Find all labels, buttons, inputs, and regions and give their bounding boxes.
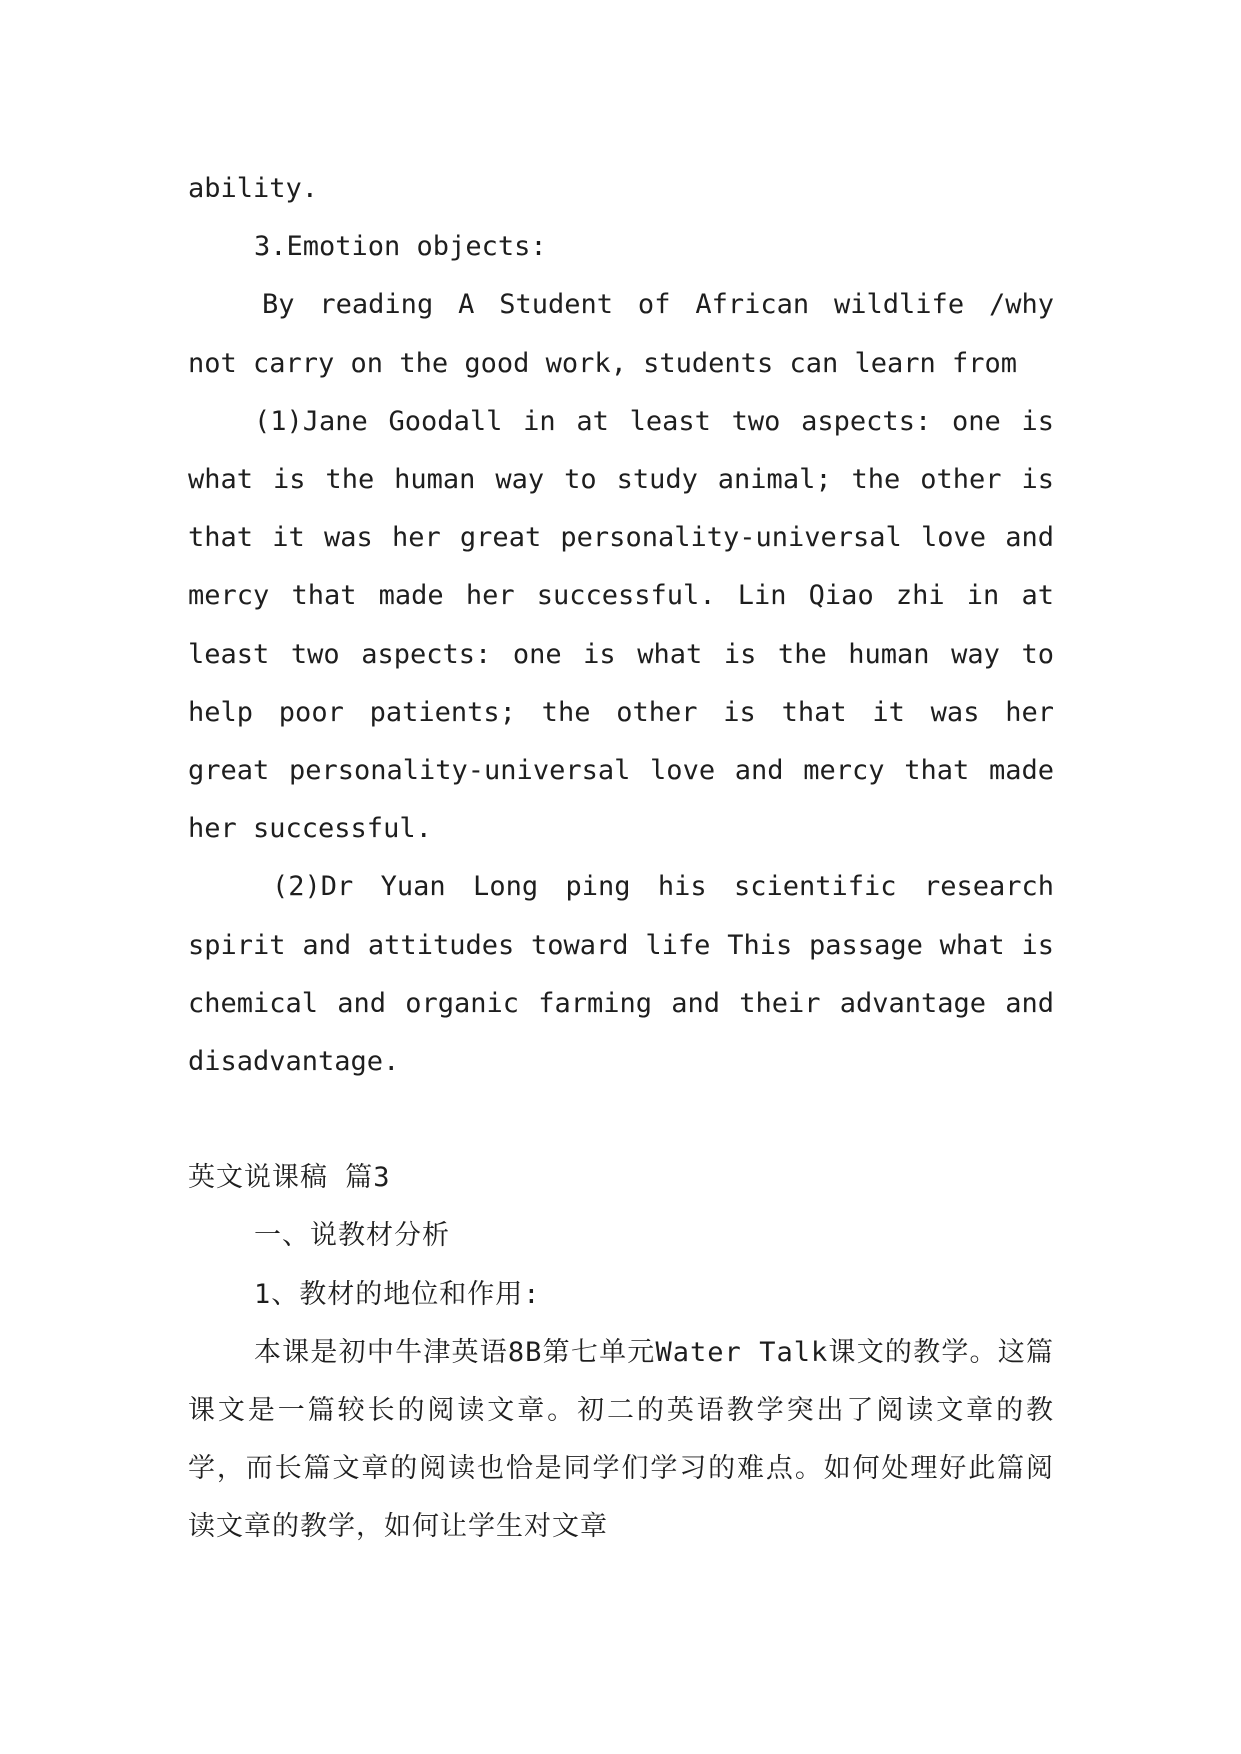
- paragraph-ability: ability.: [188, 173, 319, 204]
- section-heading: 英文说课稿 篇3: [188, 1162, 391, 1194]
- paragraph-lesson-description: 本课是初中牛津英语8B第七单元Water Talk课文的教学。这篇课文是一篇较长的阅读文章。初二的英语教学突出了阅读文章的教学，而长篇文章的阅读也恰是同学们学习的难点。如何处理好此篇阅读文章的教学，如何让学生对文章: [188, 1336, 1054, 1543]
- paragraph-by-reading: By reading A Student of African wildlife /why not carry on the good work, students can learn from: [188, 289, 1054, 379]
- document-page: [188, 160, 1054, 1557]
- subheading-status-role: 1、教材的地位和作用:: [254, 1278, 541, 1310]
- paragraph-jane-goodall: (1)Jane Goodall in at least two aspects: one is what is the human way to study animal; the other is that it was her great personality-universal love and mercy that made her successful. Lin Qiao zhi in at least two aspects: one is what is the human way to help poor patients; the other is that it was her great personality-universal love and mercy that made her successful.: [188, 405, 1054, 845]
- paragraph-emotion-objects: 3.Emotion objects:: [254, 231, 547, 263]
- subheading-textbook-analysis: 一、说教材分析: [254, 1220, 450, 1252]
- paragraph-yuan-long-ping: (2)Dr Yuan Long ping his scientific research spirit and attitudes toward life This passage what is chemical and organic farming and their advantage and disadvantage.: [188, 871, 1054, 1078]
